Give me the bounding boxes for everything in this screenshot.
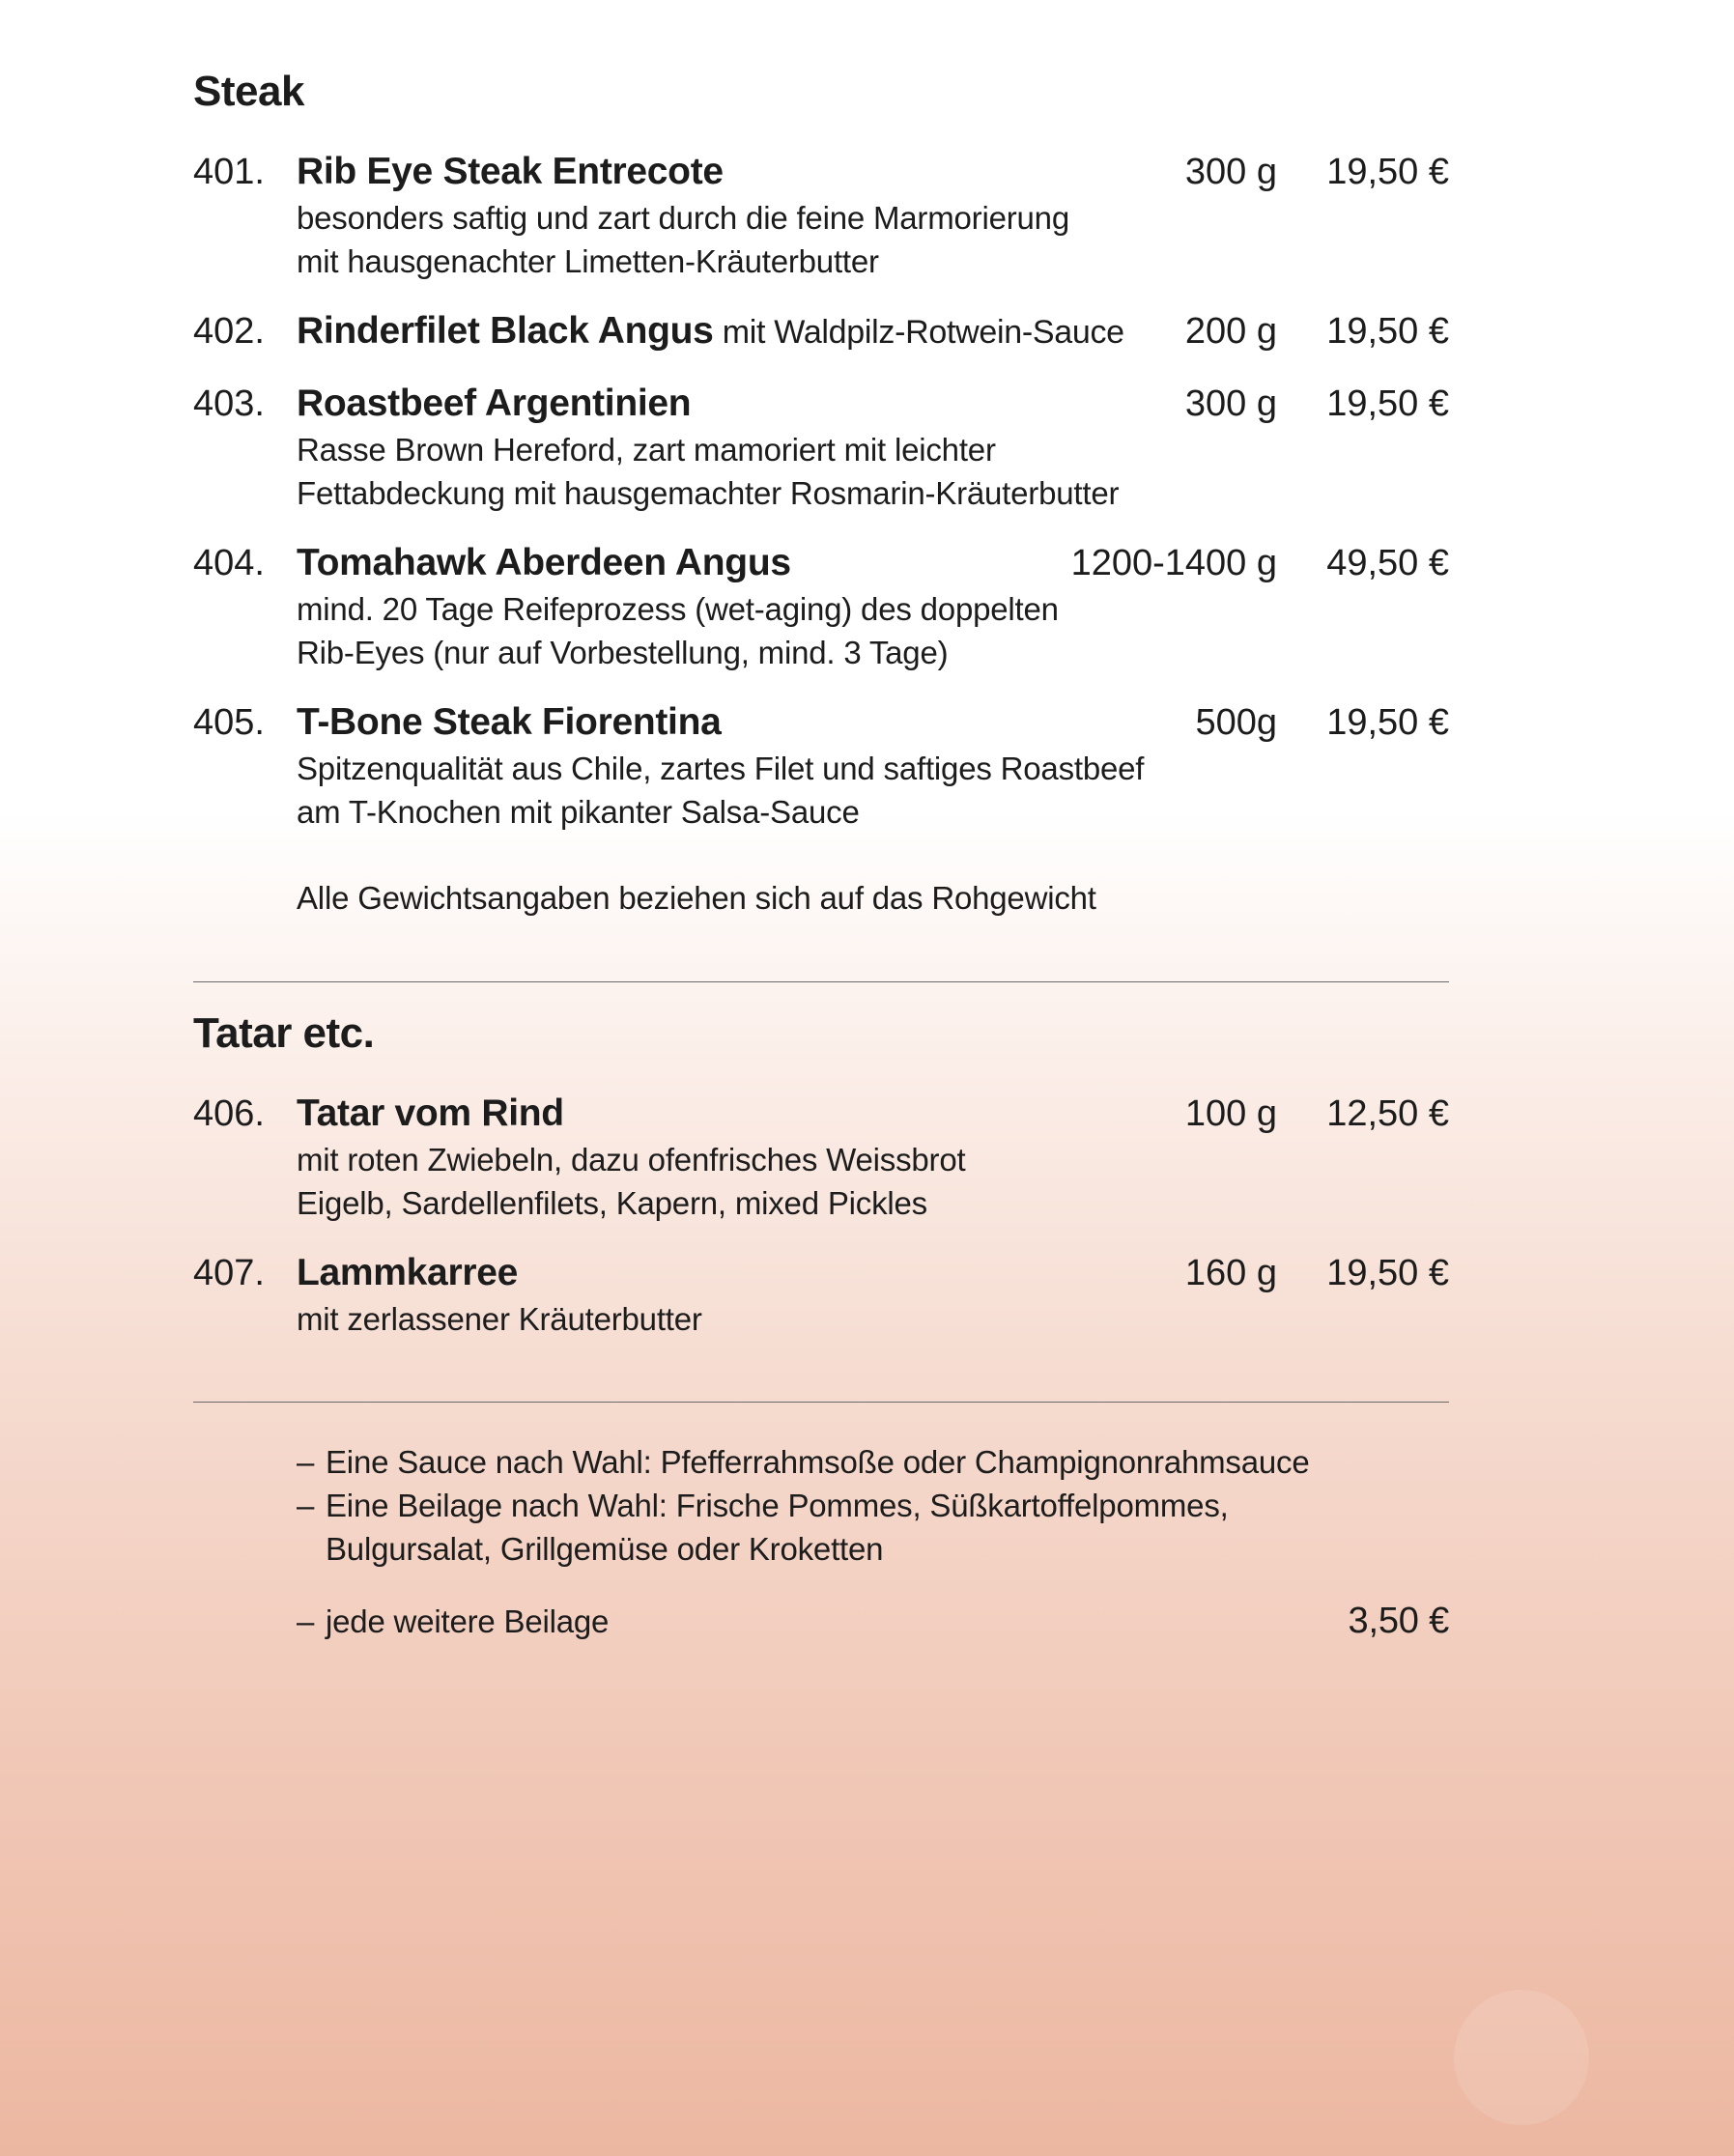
- item-number: 407.: [193, 1253, 265, 1293]
- item-weight: 100 g: [1184, 1093, 1277, 1134]
- item-number: 401.: [193, 152, 265, 192]
- menu-item-406: [193, 1090, 1449, 1225]
- menu-item-405: [193, 698, 1449, 834]
- item-description-line: mit zerlassener Kräuterbutter: [297, 1301, 702, 1337]
- section-title-tatar: Tatar etc.: [193, 1009, 375, 1057]
- item-description-line: Spitzenqualität aus Chile, zartes Filet und saftiges Roastbeef: [297, 751, 1145, 786]
- item-description-line: am T-Knochen mit pikanter Salsa-Sauce: [297, 794, 860, 830]
- item-name: T-Bone Steak Fiorentina: [297, 701, 722, 743]
- item-weight: 160 g: [1184, 1253, 1277, 1293]
- item-weight: 300 g: [1184, 152, 1277, 192]
- item-price: 19,50 €: [1326, 383, 1449, 424]
- item-name: Tatar vom Rind: [297, 1092, 564, 1134]
- menu-item-407: [193, 1249, 1449, 1341]
- menu-item-403: [193, 380, 1449, 515]
- item-name: Rinderfilet Black Angus mit Waldpilz-Rotwein-Sauce: [297, 310, 1124, 352]
- item-number: 404.: [193, 543, 265, 583]
- item-description-line: Rib-Eyes (nur auf Vorbestellung, mind. 3 Tage): [297, 635, 949, 670]
- item-price: 19,50 €: [1326, 152, 1449, 192]
- item-description-line: Eigelb, Sardellenfilets, Kapern, mixed Pickles: [297, 1185, 927, 1221]
- item-number: 406.: [193, 1093, 265, 1134]
- item-description-line: mit hausgenachter Limetten-Kräuterbutter: [297, 243, 879, 279]
- item-price: 19,50 €: [1326, 702, 1449, 743]
- menu-item-402: [193, 307, 1449, 355]
- item-price: 19,50 €: [1326, 1253, 1449, 1293]
- item-price: 49,50 €: [1326, 543, 1449, 583]
- side-option-continued: Bulgursalat, Grillgemüse oder Kroketten: [326, 1531, 884, 1567]
- extra-side-price: 3,50 €: [1348, 1601, 1449, 1641]
- item-number: 403.: [193, 383, 265, 424]
- weight-note: Alle Gewichtsangaben beziehen sich auf das Rohgewicht: [297, 880, 1096, 916]
- side-options: [297, 1440, 1449, 1643]
- section-title-steak: Steak: [193, 68, 304, 115]
- item-name: Rib Eye Steak Entrecote: [297, 151, 724, 192]
- item-inline-note: mit Waldpilz-Rotwein-Sauce: [713, 314, 1124, 351]
- item-weight: 500g: [1195, 702, 1277, 743]
- item-price: 12,50 €: [1326, 1093, 1449, 1134]
- item-price: 19,50 €: [1326, 311, 1449, 352]
- item-description-line: besonders saftig und zart durch die feine Marmorierung: [297, 200, 1069, 236]
- item-number: 402.: [193, 311, 265, 352]
- item-name: Tomahawk Aberdeen Angus: [297, 542, 791, 583]
- menu-item-404: [193, 539, 1449, 674]
- section-divider: [193, 981, 1449, 982]
- item-description-line: Fettabdeckung mit hausgemachter Rosmarin-Kräuterbutter: [297, 475, 1120, 511]
- item-name: Roastbeef Argentinien: [297, 383, 692, 424]
- item-name: Lammkarree: [297, 1252, 518, 1293]
- section-divider: [193, 1402, 1449, 1403]
- item-weight: 1200-1400 g: [1070, 543, 1277, 583]
- side-option: – Eine Beilage nach Wahl: Frische Pommes, Süßkartoffelpommes,: [297, 1488, 1229, 1523]
- decorative-circle: [1454, 1990, 1589, 2125]
- item-description-line: mind. 20 Tage Reifeprozess (wet-aging) des doppelten: [297, 591, 1059, 627]
- item-description-line: Rasse Brown Hereford, zart mamoriert mit leichter: [297, 432, 996, 468]
- item-number: 405.: [193, 702, 265, 743]
- menu-page: [193, 0, 1449, 2156]
- extra-side-label: jede weitere Beilage: [326, 1603, 610, 1639]
- item-weight: 300 g: [1184, 383, 1277, 424]
- menu-item-401: [193, 148, 1449, 283]
- sauce-option: – Eine Sauce nach Wahl: Pfefferrahmsoße oder Champignonrahmsauce: [297, 1444, 1310, 1480]
- item-weight: 200 g: [1184, 311, 1277, 352]
- item-description-line: mit roten Zwiebeln, dazu ofenfrisches Weissbrot: [297, 1142, 966, 1177]
- extra-side: – jede weitere Beilage 3,50 €: [297, 1601, 1449, 1641]
